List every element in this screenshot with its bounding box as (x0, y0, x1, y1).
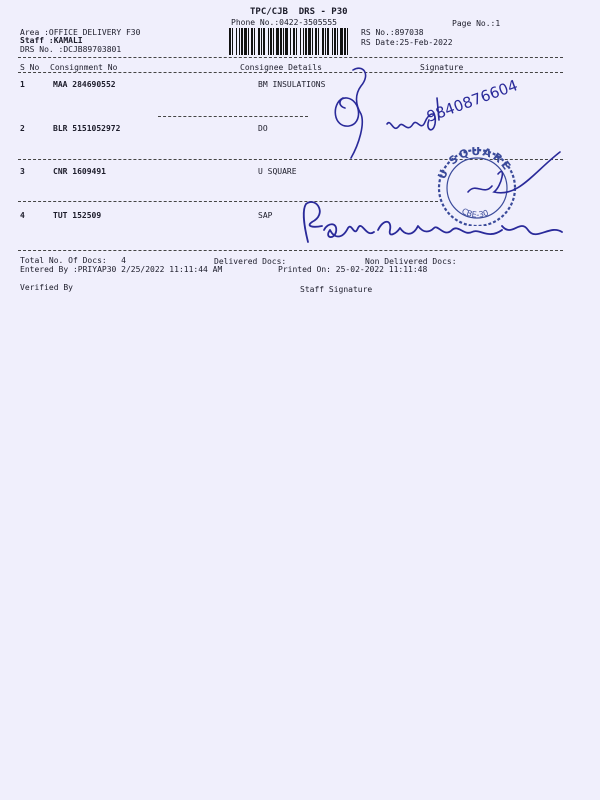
barcode (229, 28, 349, 55)
column-header-sno: S No (20, 63, 40, 72)
barcode-bar (236, 28, 237, 55)
row-consignee: U SQUARE (258, 167, 297, 176)
barcode-bar (248, 28, 249, 55)
printed-on: Printed On: 25-02-2022 11:11:48 (278, 265, 428, 274)
entered-by: Entered By :PRIYAP30 2/25/2022 11:11:44 AM (20, 265, 223, 274)
total-docs: Total No. Of Docs: 4 (20, 256, 126, 265)
row-sno: 4 (20, 211, 25, 220)
stamp-code: CBE-30 (460, 206, 490, 220)
barcode-bar (308, 28, 311, 55)
barcode-bar (270, 28, 272, 55)
barcode-bar (258, 28, 260, 55)
barcode-bar (263, 28, 265, 55)
barcode-bar (229, 28, 231, 55)
barcode-bar (322, 28, 324, 55)
rs-number: RS No.:897038 (361, 28, 424, 37)
rs-date: RS Date:25-Feb-2022 (361, 38, 453, 47)
barcode-bar (312, 28, 313, 55)
row-consignment: BLR 5151052972 (53, 124, 121, 133)
barcode-bar (293, 28, 295, 55)
drs-number: DRS No. :DCJB89703801 (20, 45, 122, 54)
barcode-bar (241, 28, 243, 55)
verified-by-label: Verified By (20, 283, 73, 292)
barcode-bar (318, 28, 319, 55)
area-label: Area :OFFICE DELIVERY F30 (20, 28, 141, 37)
barcode-bar (280, 28, 282, 55)
barcode-bar (325, 28, 326, 55)
barcode-bar (347, 28, 348, 55)
barcode-bar (315, 28, 317, 55)
barcode-bar (305, 28, 307, 55)
stamp-text: U SQUARE (435, 146, 515, 182)
barcode-bar (337, 28, 338, 55)
row-consignment: CNR 1609491 (53, 167, 106, 176)
column-header-consignment: Consignment No (50, 63, 118, 72)
page-number: Page No.:1 (452, 19, 501, 28)
barcode-bar (276, 28, 279, 55)
non-delivered-docs: Non Delivered Docs: (365, 257, 457, 266)
handwritten-signature-4 (292, 198, 572, 256)
barcode-bar (268, 28, 269, 55)
barcode-bar (290, 28, 291, 55)
row-separator (158, 116, 308, 117)
phone-number: Phone No.:0422-3505555 (231, 18, 337, 27)
row-consignee: SAP (258, 211, 273, 220)
barcode-bar (296, 28, 297, 55)
barcode-bar (254, 28, 255, 55)
barcode-bar (344, 28, 346, 55)
barcode-bar (285, 28, 288, 55)
barcode-bar (239, 28, 240, 55)
barcode-bar (303, 28, 304, 55)
delivered-docs: Delivered Docs: (214, 257, 287, 266)
barcode-bar (340, 28, 343, 55)
staff-signature-label: Staff Signature (300, 285, 373, 294)
barcode-bar (232, 28, 233, 55)
separator-top (18, 57, 563, 58)
barcode-bar (334, 28, 336, 55)
row-consignee: BM INSULATIONS (258, 80, 326, 89)
barcode-bar (273, 28, 274, 55)
barcode-bar (300, 28, 301, 55)
row-consignee: DO (258, 124, 268, 133)
barcode-bar (283, 28, 284, 55)
barcode-bar (332, 28, 333, 55)
document-title: TPC/CJB DRS - P30 (250, 7, 348, 17)
barcode-bar (327, 28, 329, 55)
column-header-consignee: Consignee Details (240, 63, 322, 72)
row-consignment: MAA 284690552 (53, 80, 116, 89)
staff-label: Staff :KAMALI (20, 36, 83, 45)
row-consignment: TUT 152509 (53, 211, 102, 220)
barcode-bar (261, 28, 262, 55)
row-sno: 2 (20, 124, 25, 133)
barcode-bar (251, 28, 253, 55)
column-header-signature: Signature (420, 63, 464, 72)
row-sno: 3 (20, 167, 25, 176)
barcode-bar (244, 28, 247, 55)
row-sno: 1 (20, 80, 25, 89)
handwritten-phone-note: 9840876604 (424, 76, 521, 126)
